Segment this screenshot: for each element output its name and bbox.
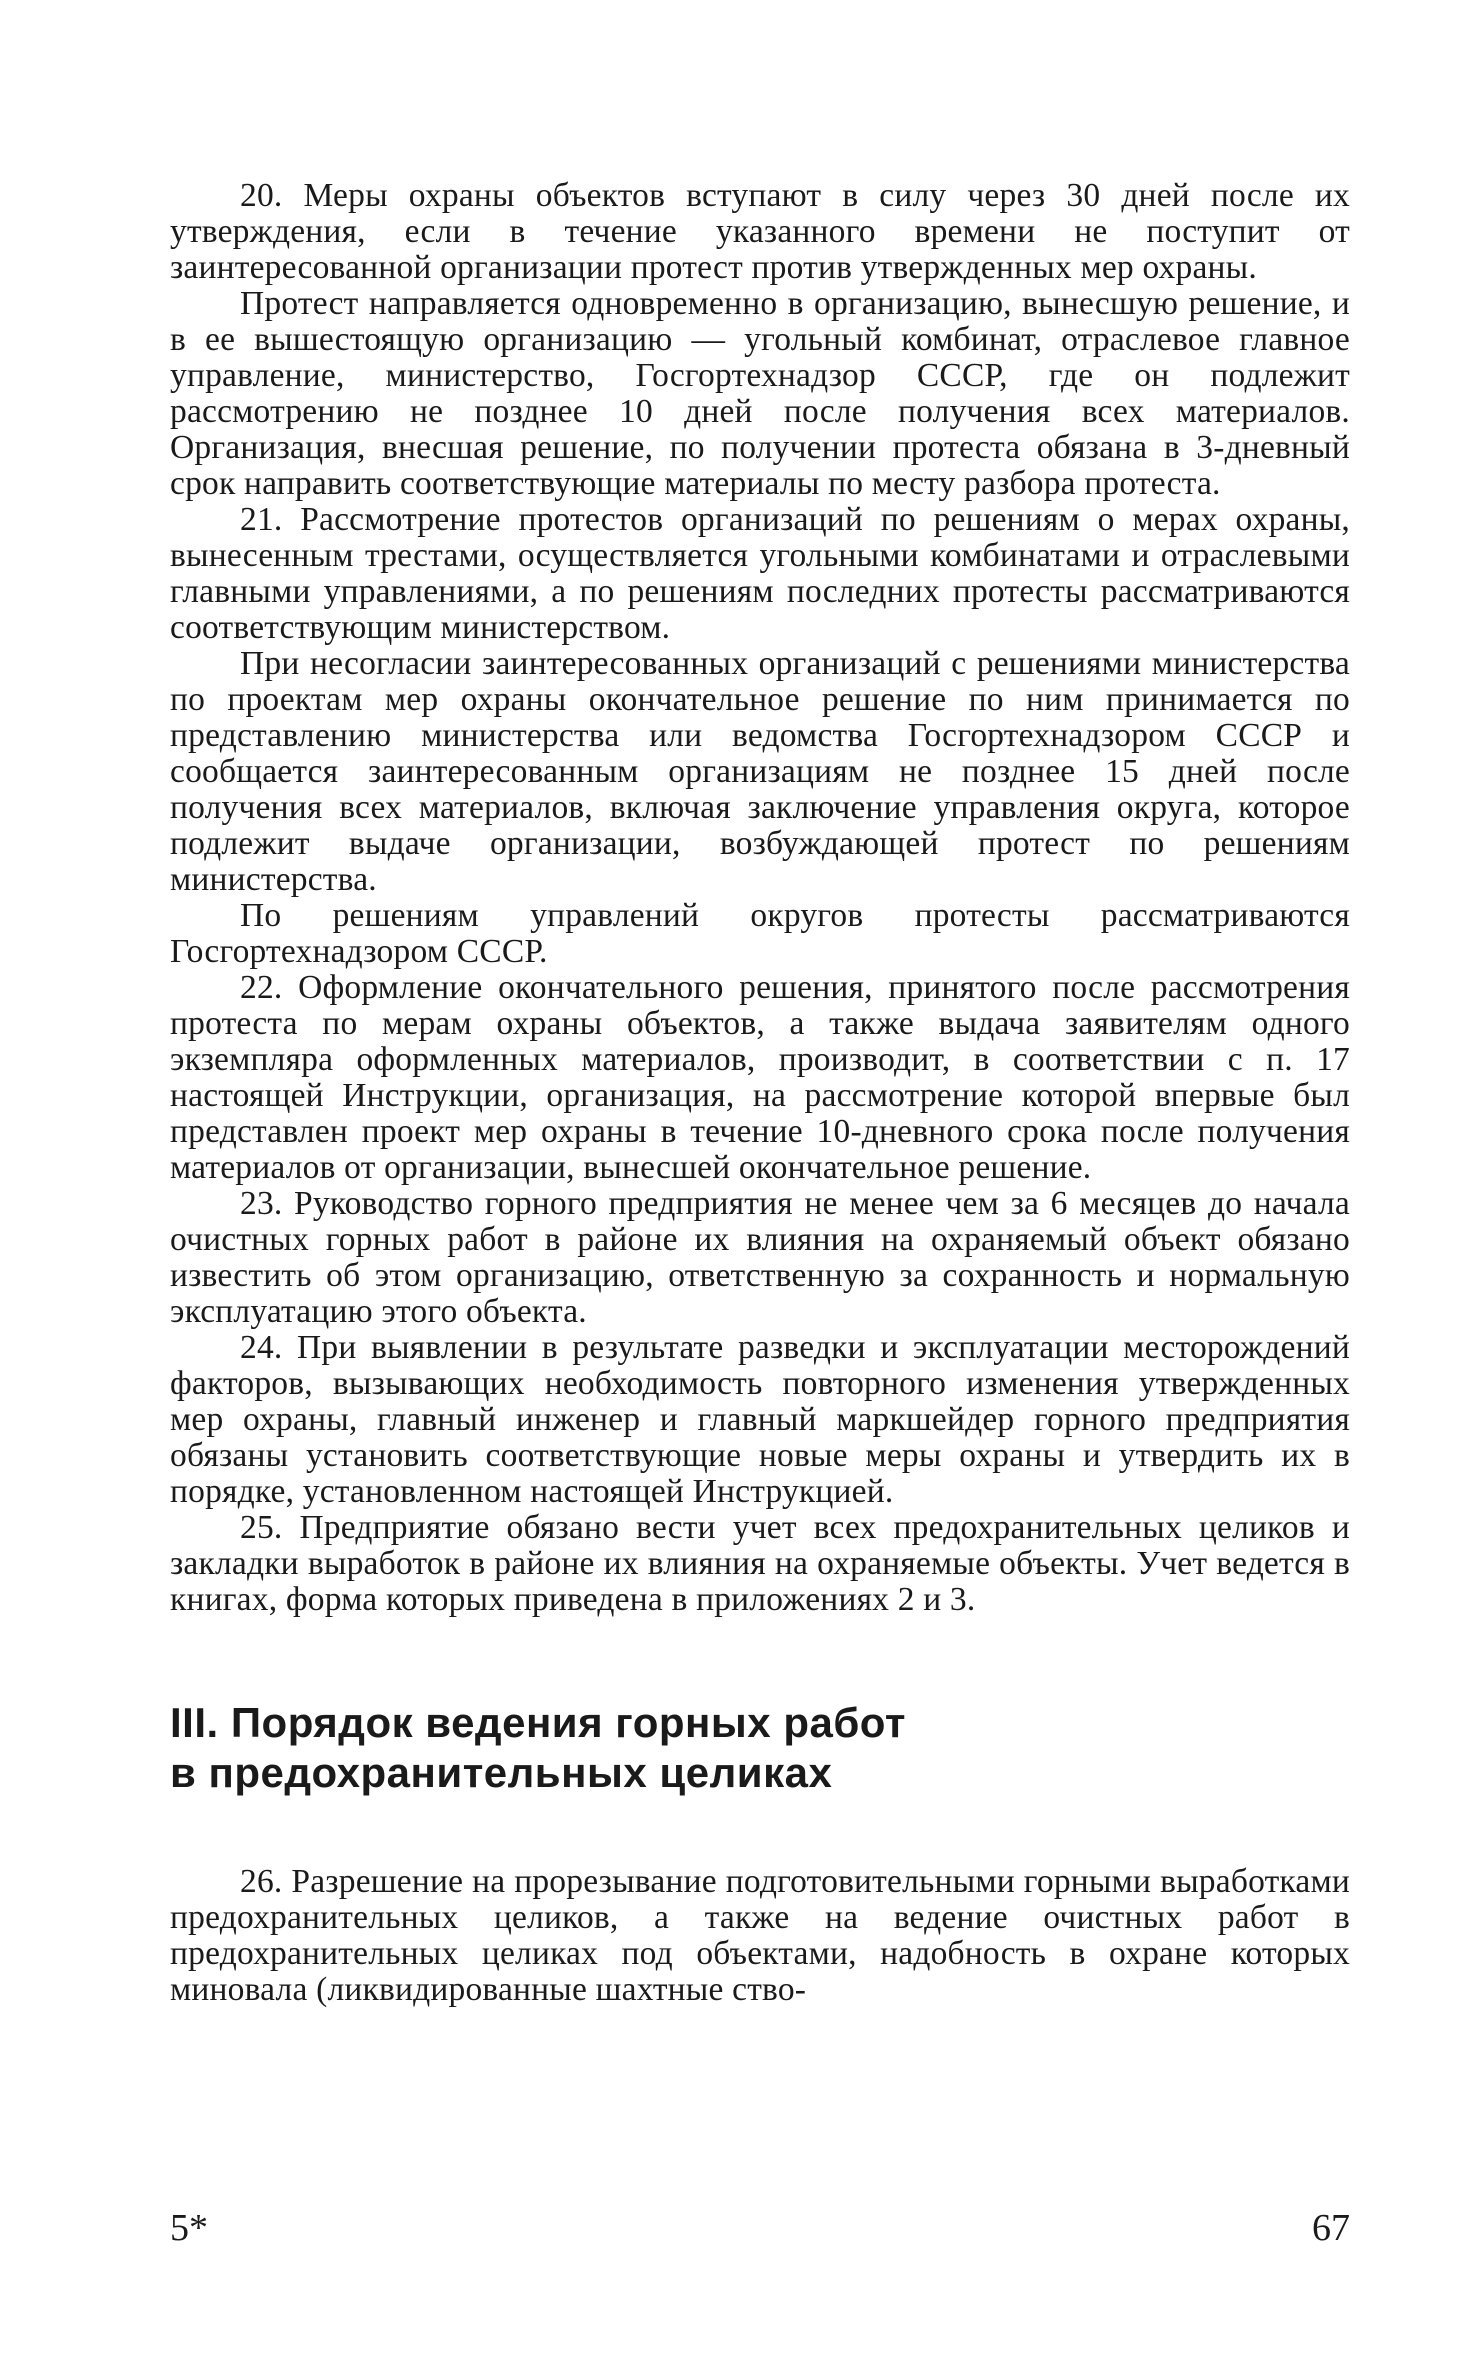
signature-mark: 5*: [170, 2207, 208, 2249]
page-body: [170, 178, 1350, 2008]
paragraph-disagreement: При несогласии заинтересованных организаций с решениями министерства по проектам мер охраны окончательное решение по ним принимается по представлению министерства или ведомства Госгортехнадзором СССР и сообщается заинтересованным организациям не позднее 15 дней после получения всех материалов, включая заключение управления округа, которое подлежит выдаче организации, возбуждающей протест по решениям министерства.: [170, 645, 1350, 898]
paragraph-23: 23. Руководство горного предприятия не менее чем за 6 месяцев до начала очистных горных работ в районе их влияния на охраняемый объект обязано известить об этом организацию, ответственную за сохранность и нормальную эксплуатацию этого объекта.: [170, 1185, 1350, 1330]
section-heading-line-2: в предохранительных целиках: [170, 1749, 833, 1796]
paragraph-26: 26. Разрешение на прорезывание подготовительными горными выработками предохранительных целиков, а также на ведение очистных работ в предохранительных целиках под объектами, надобность в охране которых миновала (ликвидированные шахтные ство-: [170, 1863, 1350, 2008]
paragraph-22: 22. Оформление окончательного решения, принятого после рассмотрения протеста по мерам охраны объектов, а также выдача заявителям одного экземпляра оформленных материалов, производит, в соответствии с п. 17 настоящей Инструкции, организация, на рассмотрение которой впервые был представлен проект мер охраны в течение 10-дневного срока после получения материалов от организации, вынесшей окончательное решение.: [170, 969, 1350, 1186]
section-heading: [170, 1698, 1350, 1798]
section-heading-line-1: III. Порядок ведения горных работ: [170, 1699, 906, 1746]
paragraph-25: 25. Предприятие обязано вести учет всех предохранительных целиков и закладки выработок в районе их влияния на охраняемые объекты. Учет ведется в книгах, форма которых приведена в приложениях 2 и 3.: [170, 1509, 1350, 1618]
paragraph-20: 20. Меры охраны объектов вступают в силу через 30 дней после их утверждения, если в течение указанного времени не поступит от заинтересованной организации протест против утвержденных мер охраны.: [170, 177, 1350, 286]
page-number: 67: [1312, 2207, 1350, 2249]
paragraph-protest-procedure: Протест направляется одновременно в организацию, вынесшую решение, и в ее вышестоящую организацию — угольный комбинат, отраслевое главное управление, министерство, Госгортехнадзор СССР, где он подлежит рассмотрению не позднее 10 дней после получения всех материалов. Организация, внесшая решение, по получении протеста обязана в 3-дневный срок направить соответствующие материалы по месту разбора протеста.: [170, 285, 1350, 502]
paragraph-district-protests: По решениям управлений округов протесты рассматриваются Госгортехнадзором СССР.: [170, 897, 1350, 970]
paragraph-24: 24. При выявлении в результате разведки и эксплуатации месторождений факторов, вызывающих необходимость повторного изменения утвержденных мер охраны, главный инженер и главный маркшейдер горного предприятия обязаны установить соответствующие новые меры охраны и утвердить их в порядке, установленном настоящей Инструкцией.: [170, 1329, 1350, 1510]
paragraph-21: 21. Рассмотрение протестов организаций по решениям о мерах охраны, вынесенным трестами, осуществляется угольными комбинатами и отраслевыми главными управлениями, а по решениям последних протесты рассматриваются соответствующим министерством.: [170, 501, 1350, 646]
